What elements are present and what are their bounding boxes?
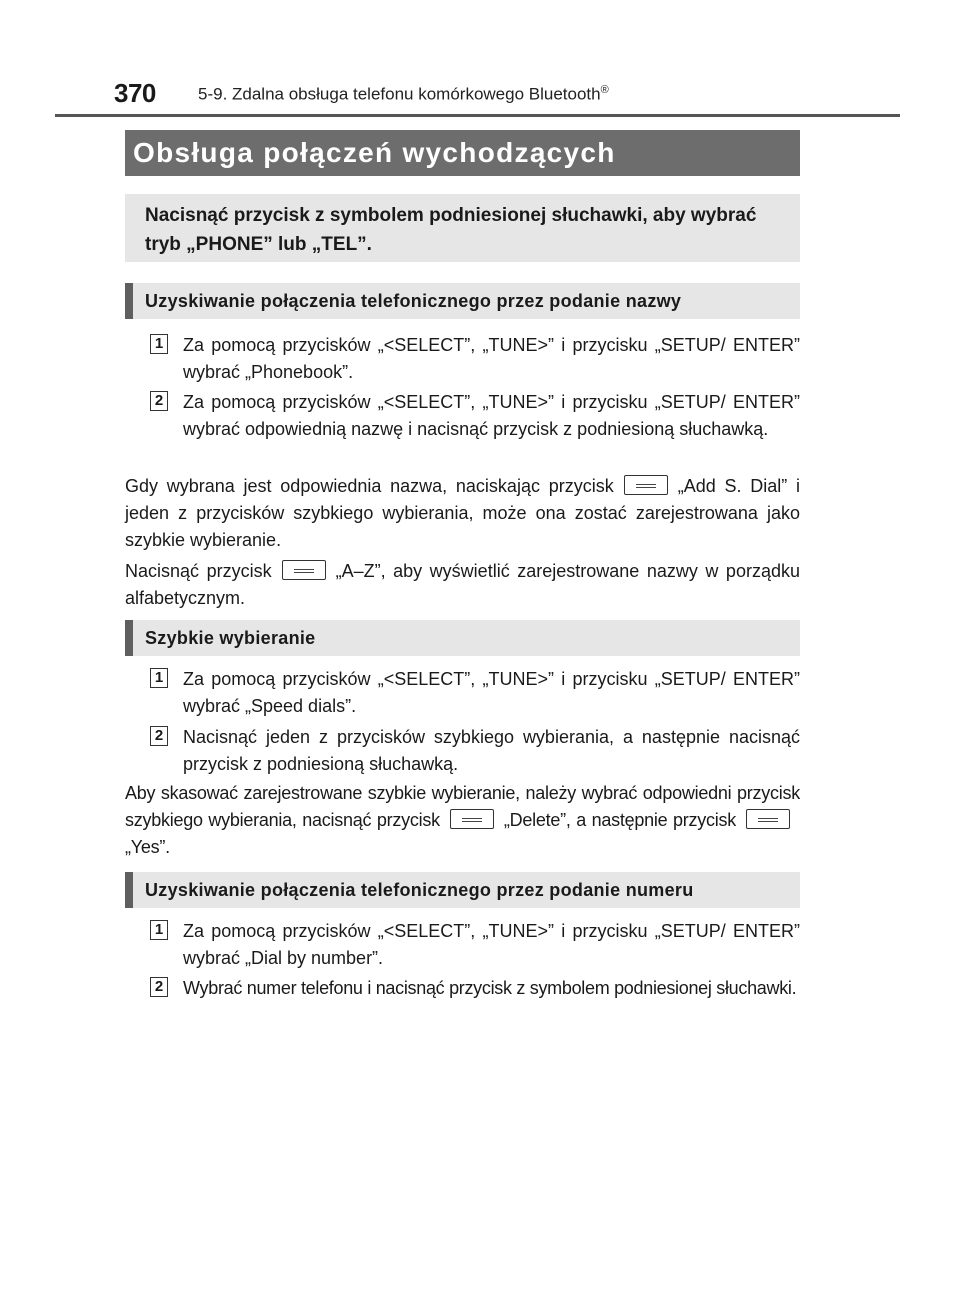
step-text: Za pomocą przycisków „<SELECT”, „TUNE>” i przycisku „SETUP/ ENTER” wybrać „Dial by number”. xyxy=(183,921,800,968)
step-number: 2 xyxy=(150,726,168,746)
page-number: 370 xyxy=(114,78,156,108)
step-number: 1 xyxy=(150,920,168,940)
page-header xyxy=(108,78,900,114)
step-number: 2 xyxy=(150,977,168,997)
screen-button-icon xyxy=(624,475,668,495)
note-text: „A–Z”, aby wyświetlić zarejestrowane nazwy w porządku alfabetycznym. xyxy=(125,561,800,608)
note-text: Gdy wybrana jest odpowiednia nazwa, naciskając przycisk xyxy=(125,476,614,496)
screen-button-icon xyxy=(282,560,326,580)
subhead-by-name: Uzyskiwanie połączenia telefonicznego przez podanie nazwy xyxy=(125,283,800,319)
step-text: Za pomocą przycisków „<SELECT”, „TUNE>” i przycisku „SETUP/ ENTER” wybrać „Speed dials”. xyxy=(183,669,800,716)
note-text: „Add S. Dial” i jeden z przycisków szybkiego wybierania, może ona zostać zarejestrowana jako szybkie wybieranie. xyxy=(125,476,800,550)
note-text: Nacisnąć przycisk xyxy=(125,561,272,581)
step-text: Za pomocą przycisków „<SELECT”, „TUNE>” i przycisku „SETUP/ ENTER” wybrać odpowiednią nazwę i nacisnąć przycisk z podniesioną słuchawką. xyxy=(183,392,800,439)
registered-mark: ® xyxy=(600,84,609,96)
intro-box: Nacisnąć przycisk z symbolem podniesionej słuchawki, aby wybrać tryb „PHONE” lub „TEL”. xyxy=(125,194,800,262)
subhead-by-number: Uzyskiwanie połączenia telefonicznego przez podanie numeru xyxy=(125,872,800,908)
note-delete-speed-dial xyxy=(125,780,800,861)
note-a-z xyxy=(125,558,800,612)
header-rule xyxy=(55,114,900,117)
step-text: Wybrać numer telefonu i nacisnąć przycisk z symbolem podniesionej słuchawki. xyxy=(183,978,797,998)
step-text: Nacisnąć jeden z przycisków szybkiego wybierania, a następnie nacisnąć przycisk z podniesioną słuchawką. xyxy=(183,727,800,774)
page-title: Obsługa połączeń wychodzących xyxy=(125,130,800,176)
step-text: Za pomocą przycisków „<SELECT”, „TUNE>” i przycisku „SETUP/ ENTER” wybrać „Phonebook”. xyxy=(183,335,800,382)
screen-button-icon xyxy=(746,809,790,829)
note-add-speed-dial xyxy=(125,473,800,554)
section-path xyxy=(198,84,609,105)
note-text: „Yes”. xyxy=(125,837,170,857)
note-text: „Delete”, a następnie przycisk xyxy=(503,810,736,830)
step-number: 2 xyxy=(150,391,168,411)
screen-button-icon xyxy=(450,809,494,829)
section-path-text: 5-9. Zdalna obsługa telefonu komórkowego Bluetooth xyxy=(198,84,601,104)
step-number: 1 xyxy=(150,334,168,354)
subhead-speed-dial: Szybkie wybieranie xyxy=(125,620,800,656)
note-text: Aby skasować zarejestrowane szybkie wybieranie, należy wybrać odpowiedni przycisk szybkiego wybierania, nacisnąć przycisk xyxy=(125,783,800,830)
step-number: 1 xyxy=(150,668,168,688)
